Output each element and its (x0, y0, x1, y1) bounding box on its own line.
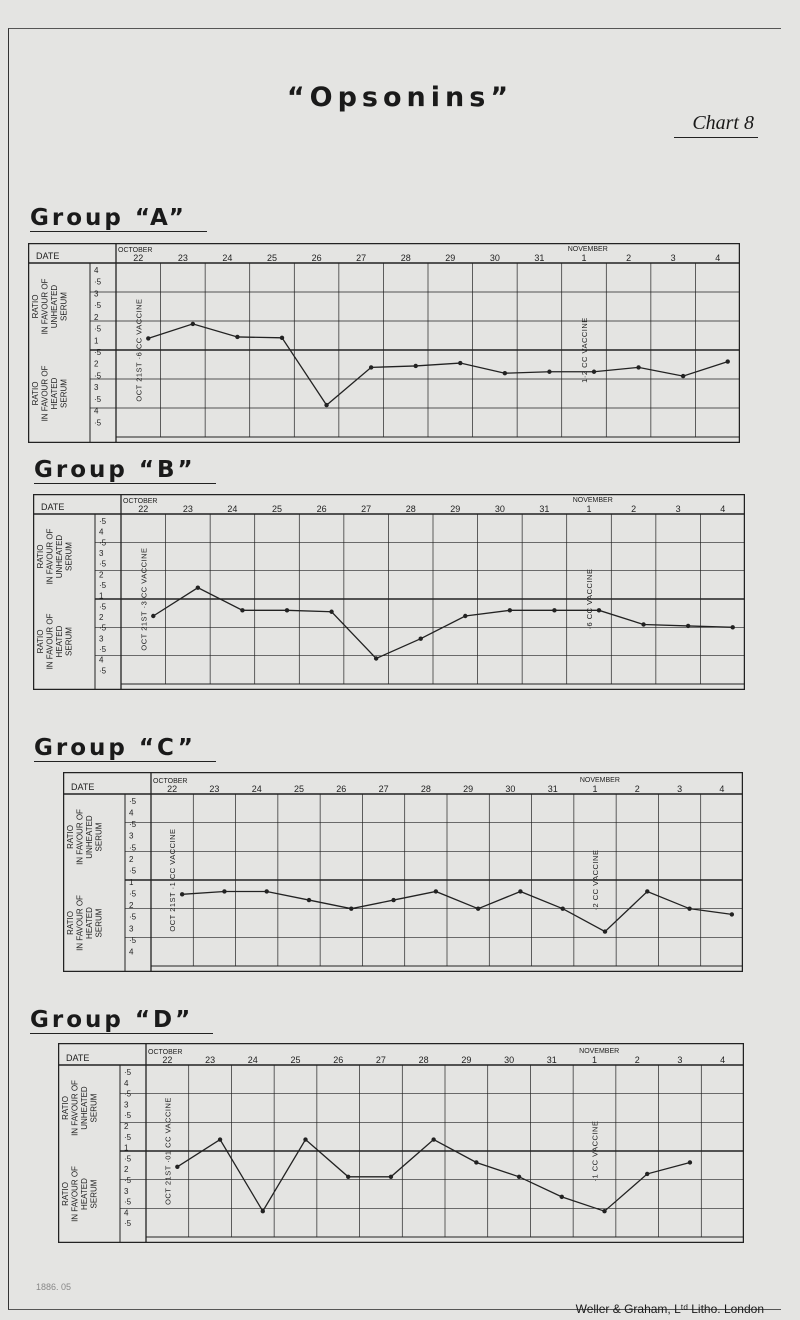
chart-1-tick-1: 1 (586, 504, 592, 514)
chart-2-y-tick: ·5 (129, 866, 137, 876)
chart-2-tick-2: 2 (634, 784, 640, 794)
chart-1-y-tick: ·5 (99, 559, 107, 569)
chart-3-y-tick: 3 (124, 1186, 129, 1196)
chart-3-ylabel-lower (61, 1166, 99, 1222)
chart-2-y-tick: ·5 (129, 843, 137, 853)
chart-1-tick-29: 29 (450, 504, 461, 514)
chart-0-point-27 (369, 365, 373, 369)
chart-0-series-line (148, 324, 727, 405)
chart-1-y-tick: ·5 (99, 666, 107, 676)
chart-1-tick-2: 2 (631, 504, 637, 514)
chart-0-ylabel-upper-line: RATIO (31, 294, 40, 319)
chart-3-y-tick: 2 (124, 1122, 129, 1131)
chart-0-y-tick: 4 (94, 266, 99, 275)
chart-2-tick-23: 23 (209, 784, 220, 794)
chart-0-point-31 (547, 370, 551, 374)
chart-0-tick-24: 24 (222, 253, 233, 263)
chart-0-y-tick: 2 (94, 312, 99, 322)
chart-0-tick-28: 28 (400, 253, 411, 263)
chart-2-point-25 (307, 898, 311, 902)
chart-3-y-tick: 4 (124, 1208, 129, 1218)
chart-2-y-tick: ·5 (129, 820, 137, 830)
chart-2-y-tick: 1 (129, 878, 134, 887)
chart-3-tick-2: 2 (634, 1055, 640, 1065)
chart-1-ylabel-lower-line: SERUM (64, 627, 74, 656)
chart-2-ylabel-upper (66, 809, 104, 865)
chart-1-y-tick: ·5 (99, 581, 107, 590)
chart-0-tick-25: 25 (266, 253, 278, 263)
chart-3-ylabel-upper (61, 1080, 99, 1136)
chart-1-y-tick: 1 (99, 591, 104, 601)
chart-0-tick-4: 4 (715, 253, 721, 263)
chart-3-y-tick: 4 (124, 1078, 129, 1088)
chart-0-tick-27: 27 (356, 253, 367, 263)
chart-2-vaccine-note-1: ·2 CC VACCINE (591, 849, 600, 911)
chart-3-y-tick: 2 (124, 1165, 129, 1175)
chart-2-tick-3: 3 (677, 784, 683, 794)
chart-1-y-tick: 3 (99, 634, 104, 644)
chart-3-month-october: OCTOBER (148, 1049, 183, 1056)
chart-2-point-29 (476, 906, 480, 910)
chart-2-y-tick: 3 (129, 831, 134, 841)
chart-1-point-3 (686, 624, 690, 628)
chart-2-y-tick: 3 (129, 924, 134, 934)
chart-0-point-26 (324, 403, 328, 407)
margin-mark: 1886. 05 (36, 1282, 72, 1292)
chart-3-tick-26: 26 (333, 1055, 344, 1065)
chart-2-point-2 (645, 889, 649, 893)
chart-1-tick-27: 27 (361, 504, 372, 514)
chart-1-point-31 (552, 608, 556, 612)
chart-3-tick-22: 22 (162, 1055, 173, 1065)
chart-2-point-26 (349, 906, 353, 910)
chart-1-tick-31: 31 (539, 504, 550, 514)
chart-3-point-28 (431, 1137, 435, 1141)
chart-1-ylabel-upper-line: SERUM (64, 542, 74, 571)
chart-2-tick-4: 4 (719, 784, 725, 794)
chart-2-ylabel-upper-line: UNHEATED (85, 815, 94, 859)
chart-0-point-24 (235, 335, 239, 339)
chart-2-point-3 (687, 906, 691, 910)
chart-3-border (59, 1044, 744, 1243)
chart-2-ylabel-lower-line: HEATED (85, 907, 94, 939)
chart-1-ylabel-upper-line: IN FAVOUR OF (45, 528, 55, 585)
chart-0-y-tick: 3 (94, 289, 99, 299)
chart-0-point-28 (414, 364, 418, 368)
printer-imprint: Weller & Graham, Lᵗᵈ Litho. London (575, 1302, 764, 1316)
chart-2-point-1 (603, 929, 607, 933)
chart-1-tick-25: 25 (271, 504, 283, 514)
chart-0-ylabel-upper-line: SERUM (59, 292, 69, 321)
chart-3-y-tick: ·5 (124, 1132, 132, 1142)
chart-3-y-tick: ·5 (124, 1219, 132, 1229)
chart-0-point-22 (146, 336, 150, 340)
chart-2-point-24 (265, 889, 269, 893)
chart-3-tick-27: 27 (375, 1055, 386, 1065)
chart-0-point-3 (681, 374, 685, 378)
chart-0-tick-1: 1 (581, 253, 587, 263)
chart-0-tick-23: 23 (177, 253, 188, 263)
chart-3-point-30 (517, 1175, 521, 1179)
chart-1-point-1 (597, 608, 601, 612)
chart-2-tick-30: 30 (505, 784, 516, 794)
chart-0-tick-31: 31 (534, 253, 545, 263)
chart-2-ylabel-lower-line: IN FAVOUR OF (75, 895, 85, 951)
chart-1-point-2 (641, 622, 645, 626)
chart-2-ylabel-upper-line: SERUM (94, 822, 104, 852)
chart-1-ylabel-upper (36, 528, 74, 584)
chart-3-y-tick: 3 (124, 1100, 129, 1110)
chart-number: Chart 8 (674, 112, 758, 138)
chart-2-tick-31: 31 (547, 784, 558, 794)
chart-1-tick-24: 24 (227, 504, 238, 514)
chart-2-tick-25: 25 (293, 784, 305, 794)
chart-3-point-1 (602, 1209, 606, 1213)
chart-2-tick-28: 28 (420, 784, 431, 794)
group-c-chart (63, 772, 743, 972)
chart-0-ylabel-lower-line: IN FAVOUR OF (40, 365, 50, 422)
chart-1-y-tick: ·5 (99, 538, 107, 548)
chart-1-y-tick: ·5 (99, 517, 107, 526)
chart-2-point-4 (730, 912, 734, 916)
chart-1-ylabel-upper-line: RATIO (36, 544, 45, 569)
chart-3-tick-31: 31 (546, 1055, 557, 1065)
chart-2-date-header: DATE (71, 782, 95, 792)
chart-1-ylabel-lower-line: IN FAVOUR OF (45, 613, 55, 670)
chart-0-point-1 (592, 370, 596, 374)
chart-1-y-tick: 3 (99, 549, 104, 558)
chart-2-y-tick: 4 (129, 808, 134, 818)
group-b-chart (33, 494, 745, 690)
chart-2-y-tick: ·5 (129, 912, 137, 922)
chart-3-tick-4: 4 (720, 1055, 726, 1065)
chart-2-vaccine-note-0: OCT 21ST ·1 CC VACCINE (168, 828, 178, 932)
chart-3-y-tick: ·5 (124, 1089, 132, 1099)
chart-3-tick-25: 25 (290, 1055, 301, 1065)
chart-1-point-23 (196, 585, 200, 589)
chart-0-month-november: NOVEMBER (567, 246, 608, 253)
chart-3-y-tick: ·5 (124, 1111, 132, 1121)
chart-2-y-tick: 2 (129, 901, 134, 911)
chart-1-point-4 (731, 625, 735, 629)
chart-3-tick-28: 28 (418, 1055, 429, 1065)
group-d-title: Group “D” (30, 1007, 213, 1034)
chart-3-tick-30: 30 (504, 1055, 515, 1065)
chart-0-ylabel-lower (31, 365, 69, 421)
chart-1-y-tick: ·5 (99, 623, 107, 633)
chart-1-ylabel-lower (36, 613, 74, 669)
chart-3-point-3 (688, 1160, 692, 1164)
chart-0-y-tick: ·5 (94, 301, 102, 311)
chart-2-tick-26: 26 (336, 784, 347, 794)
group-b-title: Group “B” (34, 457, 216, 484)
group-c-title: Group “C” (34, 735, 216, 762)
chart-1-y-tick: 2 (99, 570, 104, 580)
chart-1-tick-22: 22 (138, 504, 149, 514)
chart-0-vaccine-note-1: 1·2 CC VACCINE (580, 317, 589, 383)
chart-0-ylabel-lower-line: SERUM (59, 379, 69, 408)
chart-3-y-tick: ·5 (124, 1154, 132, 1164)
chart-1-tick-26: 26 (316, 504, 327, 514)
chart-3-y-tick: ·5 (124, 1176, 132, 1185)
chart-0-y-tick: ·5 (94, 371, 102, 381)
chart-2-border (64, 773, 743, 972)
chart-2-ylabel-lower-line: SERUM (94, 908, 104, 938)
chart-0-y-tick: ·5 (94, 348, 102, 357)
chart-2-point-28 (434, 889, 438, 893)
chart-3-point-26 (346, 1175, 350, 1179)
chart-1-y-tick: ·5 (99, 645, 107, 654)
chart-2-point-22 (180, 892, 184, 896)
chart-3-vaccine-note-1: ·1 CC VACCINE (590, 1120, 600, 1182)
chart-1-month-october: OCTOBER (123, 498, 158, 505)
chart-3-tick-1: 1 (591, 1055, 598, 1065)
chart-0-y-tick: ·5 (94, 418, 102, 428)
group-d-chart (58, 1043, 744, 1243)
chart-3-point-2 (645, 1172, 649, 1176)
chart-2-month-november: NOVEMBER (579, 777, 620, 784)
chart-2-ylabel-upper-line: RATIO (66, 825, 75, 849)
chart-3-tick-23: 23 (205, 1055, 216, 1065)
chart-2-y-tick: 2 (129, 854, 134, 864)
chart-1-ylabel-upper-line: UNHEATED (55, 534, 64, 579)
chart-2-y-tick: ·5 (129, 889, 137, 899)
chart-2-tick-1: 1 (592, 784, 598, 794)
chart-1-date-header: DATE (41, 502, 65, 512)
chart-0-tick-2: 2 (626, 253, 632, 263)
group-a-title: Group “A” (30, 205, 207, 232)
chart-0-tick-22: 22 (133, 253, 144, 263)
chart-3-point-25 (303, 1137, 307, 1141)
chart-1-point-22 (151, 614, 155, 618)
chart-0-y-tick: 4 (94, 406, 99, 416)
chart-0-ylabel-upper (31, 278, 69, 334)
chart-0-y-tick: 2 (94, 359, 99, 369)
chart-0-point-29 (458, 361, 462, 365)
group-a-chart (28, 243, 740, 443)
chart-1-tick-28: 28 (405, 504, 416, 514)
chart-3-ylabel-lower-line: RATIO (61, 1182, 70, 1206)
chart-3-point-29 (474, 1160, 478, 1164)
chart-2-point-27 (391, 898, 395, 902)
chart-0-vaccine-note-0: OCT 21ST ·6 CC VACCINE (134, 298, 144, 402)
chart-1-ylabel-lower-line: RATIO (36, 629, 45, 654)
chart-2-point-30 (518, 889, 522, 893)
chart-3-month-november: NOVEMBER (579, 1048, 620, 1055)
chart-1-y-tick: 4 (99, 655, 104, 665)
chart-0-point-30 (503, 371, 507, 375)
chart-2-tick-24: 24 (251, 784, 262, 794)
chart-3-ylabel-upper-line: UNHEATED (80, 1086, 89, 1130)
chart-3-point-27 (389, 1175, 393, 1179)
chart-3-point-23 (218, 1137, 222, 1141)
chart-0-point-4 (726, 359, 730, 363)
chart-3-y-tick: ·5 (124, 1068, 132, 1077)
chart-1-tick-3: 3 (675, 504, 681, 514)
chart-2-tick-22: 22 (167, 784, 178, 794)
chart-0-y-tick: 3 (94, 383, 99, 393)
chart-1-vaccine-note-1: ·6 CC VACCINE (585, 568, 594, 630)
chart-0-date-header: DATE (36, 251, 60, 261)
chart-1-month-november: NOVEMBER (572, 497, 613, 504)
chart-1-point-28 (419, 636, 423, 640)
chart-0-y-tick: ·5 (94, 277, 102, 287)
chart-1-point-25 (285, 608, 289, 612)
chart-3-date-header: DATE (66, 1053, 90, 1063)
chart-3-tick-24: 24 (247, 1055, 258, 1065)
chart-3-ylabel-lower-line: SERUM (89, 1179, 99, 1209)
chart-1-tick-23: 23 (182, 504, 193, 514)
chart-2-y-tick: ·5 (129, 935, 137, 945)
page-title: “Opsonins” (286, 82, 514, 113)
chart-2-month-october: OCTOBER (153, 778, 188, 785)
chart-3-point-22 (175, 1165, 179, 1169)
chart-0-tick-29: 29 (445, 253, 456, 263)
chart-1-y-tick: 4 (99, 527, 104, 537)
chart-1-ylabel-lower-line: HEATED (55, 625, 64, 658)
chart-0-ylabel-upper-line: UNHEATED (50, 284, 59, 329)
chart-0-ylabel-lower-line: RATIO (31, 381, 40, 406)
chart-1-point-30 (508, 608, 512, 612)
chart-3-ylabel-upper-line: SERUM (89, 1093, 99, 1123)
chart-2-ylabel-upper-line: IN FAVOUR OF (75, 809, 85, 865)
chart-3-tick-3: 3 (677, 1055, 683, 1065)
chart-2-series-line (182, 891, 732, 931)
chart-2-y-tick: 4 (129, 947, 134, 957)
chart-0-ylabel-lower-line: HEATED (50, 377, 59, 410)
chart-2-tick-29: 29 (463, 784, 474, 794)
chart-1-point-26 (329, 610, 333, 614)
chart-0-tick-3: 3 (670, 253, 676, 263)
chart-3-ylabel-upper-line: IN FAVOUR OF (70, 1080, 80, 1136)
chart-0-month-october: OCTOBER (118, 247, 153, 254)
chart-1-point-24 (240, 608, 244, 612)
chart-0-point-23 (191, 322, 195, 326)
chart-3-point-24 (261, 1209, 265, 1213)
chart-2-point-23 (222, 889, 226, 893)
chart-1-point-27 (374, 656, 378, 660)
chart-1-y-tick: 2 (99, 613, 104, 622)
chart-3-point-31 (560, 1195, 564, 1199)
chart-3-y-tick: ·5 (124, 1197, 132, 1207)
chart-2-point-31 (561, 906, 565, 910)
chart-0-y-tick: 1 (94, 336, 99, 346)
chart-3-ylabel-lower-line: IN FAVOUR OF (70, 1166, 80, 1222)
chart-0-y-tick: ·5 (94, 394, 102, 404)
chart-3-ylabel-upper-line: RATIO (61, 1096, 70, 1120)
chart-2-y-tick: ·5 (129, 797, 137, 806)
chart-0-tick-30: 30 (489, 253, 500, 263)
chart-3-y-tick: 1 (124, 1143, 129, 1153)
chart-0-y-tick: ·5 (94, 324, 102, 334)
chart-1-y-tick: ·5 (99, 602, 107, 612)
chart-0-point-2 (636, 365, 640, 369)
chart-3-ylabel-lower-line: HEATED (80, 1178, 89, 1210)
chart-2-tick-27: 27 (378, 784, 389, 794)
chart-2-ylabel-lower (66, 895, 104, 951)
chart-0-tick-26: 26 (311, 253, 322, 263)
chart-1-tick-4: 4 (720, 504, 726, 514)
chart-1-vaccine-note-0: OCT 21ST ·3 CC VACCINE (139, 547, 149, 651)
chart-0-ylabel-upper-line: IN FAVOUR OF (40, 278, 50, 335)
chart-3-vaccine-note-0: OCT 21ST ·01 CC VACCINE (163, 1097, 173, 1205)
chart-3-tick-29: 29 (461, 1055, 472, 1065)
chart-1-point-29 (463, 614, 467, 618)
chart-2-ylabel-lower-line: RATIO (66, 911, 75, 935)
chart-1-tick-30: 30 (494, 504, 505, 514)
chart-0-point-25 (280, 336, 284, 340)
